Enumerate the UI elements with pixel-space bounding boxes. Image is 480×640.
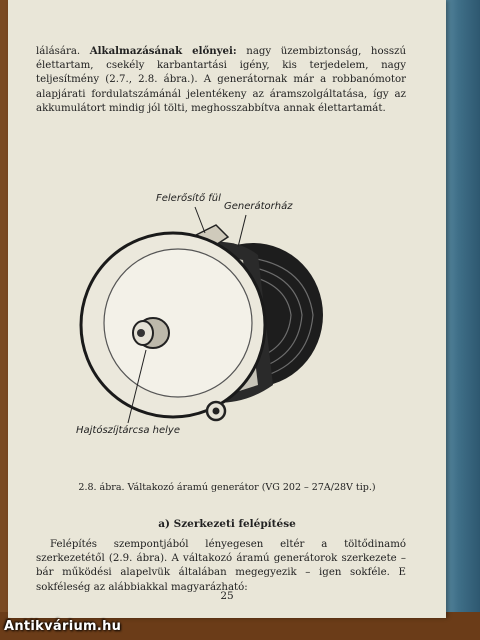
watermark-logo: Antikvárium.hu [4, 619, 122, 634]
generator-figure [68, 185, 368, 465]
body-bold-phrase: Alkalmazásának előnyei: [89, 45, 237, 57]
section-title: a) Szerkezeti felépítése [158, 518, 296, 530]
figure-caption: 2.8. ábra. Váltakozó áramú generátor (VG 202 – 27A/28V tip.) [78, 482, 376, 493]
book-page [8, 0, 446, 618]
body-paragraph-2: Felépítés szempontjából lényegesen eltér a töltődinamó szerkezetétől (2.9. ábra). A váltakozó áramú generátorok szerkezete – bár működési alapelvük általában megegyezik – igen sokféle. E sokféleség az alábbiakkal magyarázható: [36, 539, 406, 593]
book-spine-edge [444, 0, 480, 640]
body-text-start: lálására. [36, 46, 90, 57]
generator-illustration [68, 185, 368, 465]
shaft-center [137, 329, 145, 337]
body-text-rest: nagy üzembiztonság, hosszú élettartam, csekély karbantartási igény, kis terjedelem, nagy teljesítmény (2.7., 2.8. ábra.). A generátornak már a robbanómotor alapjárati fordulatszámánál jelentékeny az áramszolgáltatása, így az akkumulátort mindig jól tölti, meghosszabbítva annak élettartamát. [36, 46, 407, 114]
body-paragraph [36, 44, 406, 116]
label-generator-housing: Generátorház [224, 201, 293, 212]
label-mounting-ear: Felerősítő fül [156, 193, 221, 204]
front-cover-inner [104, 249, 252, 397]
label-pulley-seat: Hajtószíjtárcsa helye [76, 425, 180, 436]
page-number: 25 [220, 590, 234, 602]
